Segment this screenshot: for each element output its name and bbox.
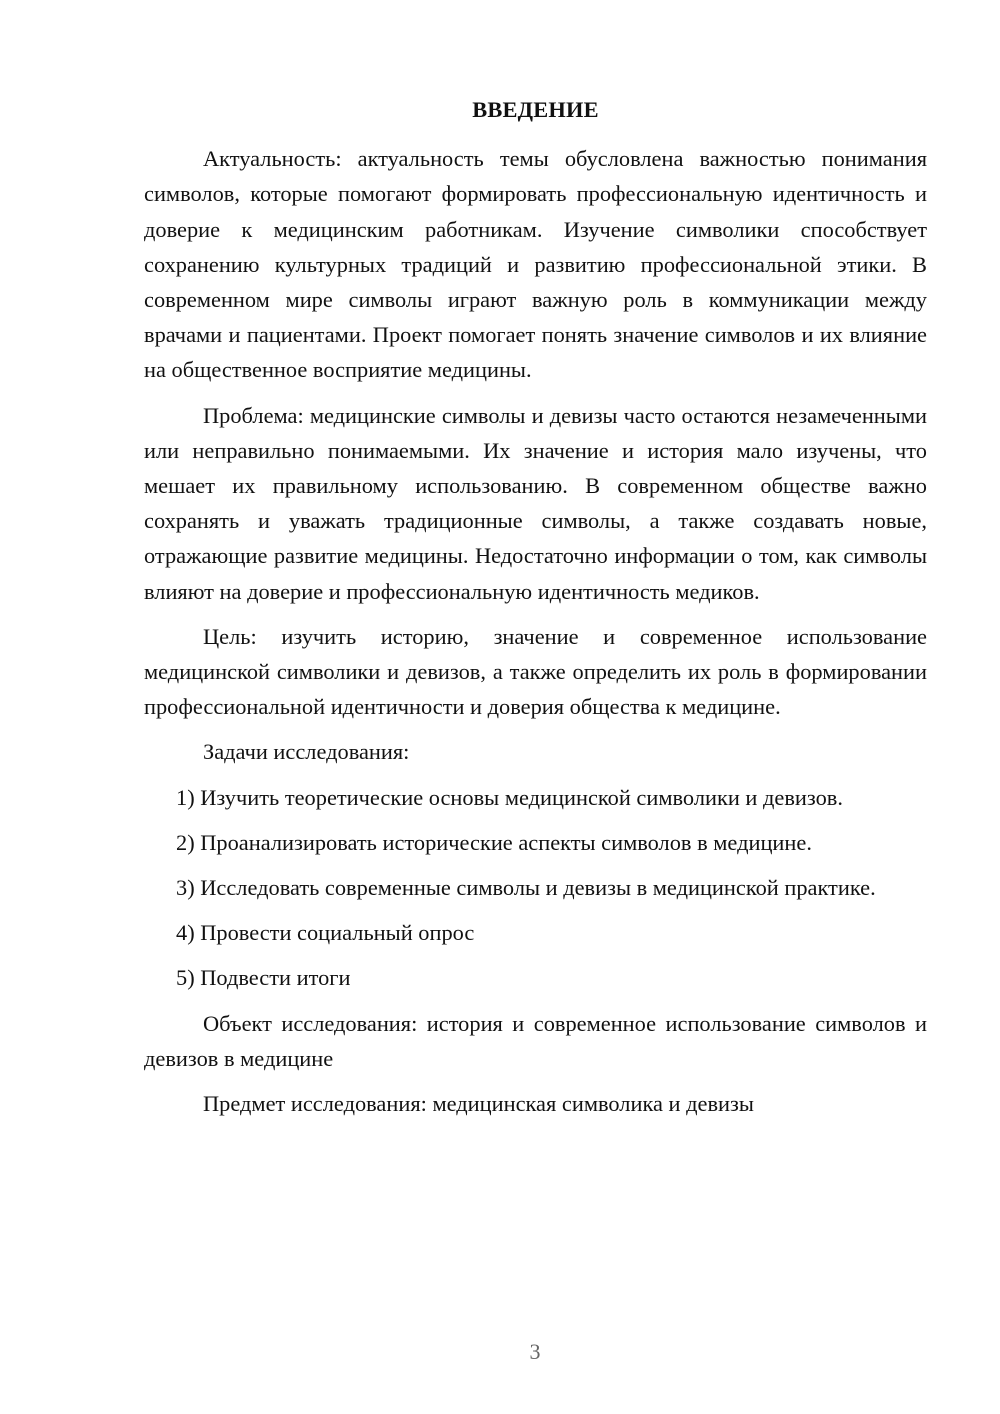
section-heading: ВВЕДЕНИЕ [472,97,599,122]
task-item-1: 1) Изучить теоретические основы медицинской символики и девизов. [176,784,843,810]
problem-paragraph: Проблема: медицинские символы и девизы часто остаются незамеченными или неправильно понимаемыми. Их значение и история мало изучены, что мешает их правильному использованию. В современном обществе важно сохранять и уважать традиционные символы, а также создавать новые, отражающие развитие медицины. Недостаточно информации о том, как символы влияют на доверие и профессиональную идентичность медиков. [144,402,927,604]
task-item-5: 5) Подвести итоги [176,965,351,991]
task-item-3: 3) Исследовать современные символы и девизы в медицинской практике. [176,875,876,901]
research-object: Объект исследования: история и современное использование символов и девизов в медицине [144,1010,927,1071]
task-item-2: 2) Проанализировать исторические аспекты символов в медицине. [176,829,812,855]
task-item-4: 4) Провести социальный опрос [176,920,475,946]
tasks-title: Задачи исследования: [203,739,410,765]
page-number: 3 [529,1339,541,1364]
research-subject: Предмет исследования: медицинская символика и девизы [203,1091,754,1117]
goal-paragraph: Цель: изучить историю, значение и современное использование медицинской символики и девизов, а также определить их роль в формировании профессиональной идентичности и доверия общества к медицине. [144,623,927,720]
page-content [144,92,927,1131]
relevance-paragraph: Актуальность: актуальность темы обусловлена важностью понимания символов, которые помогают формировать профессиональную идентичность и доверие к медицинским работникам. Изучение символики способствует сохранению культурных традиций и развитию профессиональной этики. В современном мире символы играют важную роль в коммуникации между врачами и пациентами. Проект помогает понять значение символов и их влияние на общественное восприятие медицины. [144,146,927,383]
